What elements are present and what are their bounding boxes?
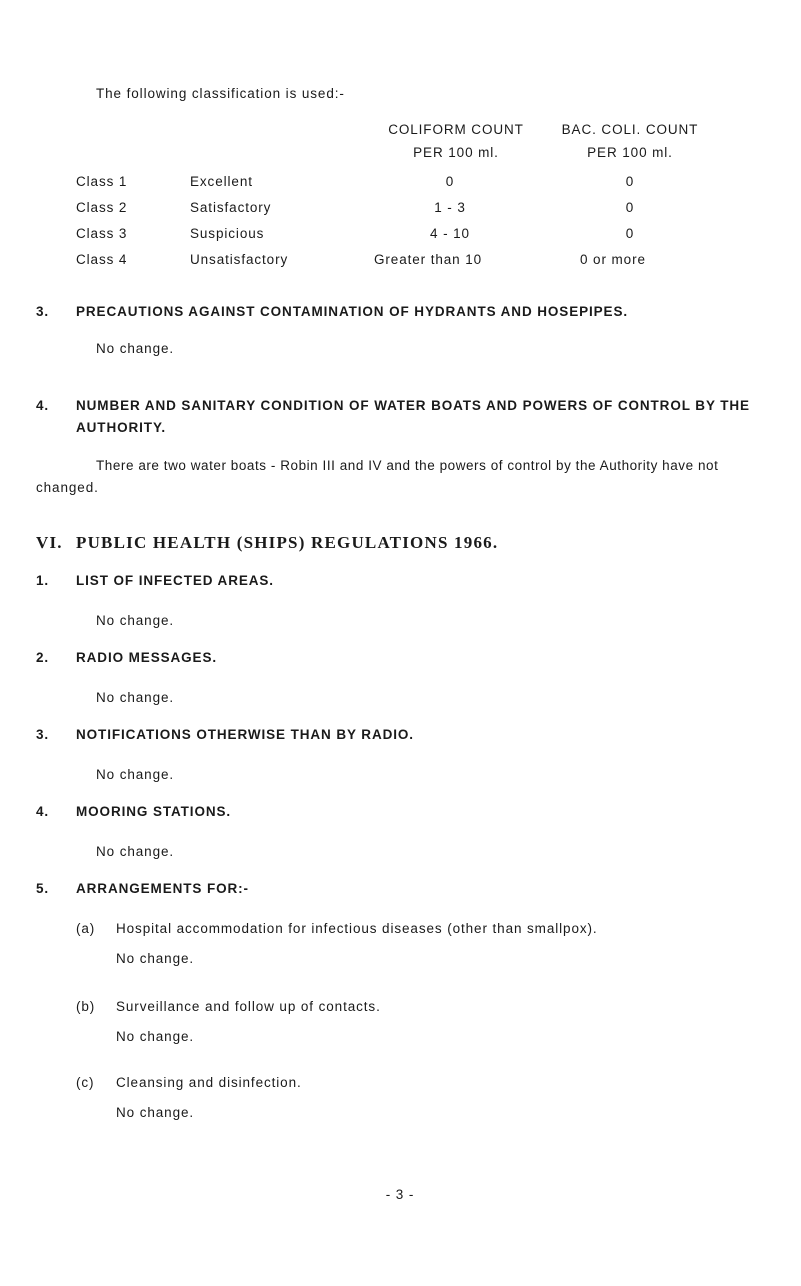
row-4-bac: 0 or more xyxy=(580,252,646,267)
row-3-class: Class 3 xyxy=(76,226,128,241)
sub-c-text: Cleansing and disinfection. xyxy=(116,1075,302,1090)
row-3-desc: Suspicious xyxy=(190,226,265,241)
row-1-desc: Excellent xyxy=(190,174,253,189)
section-3-body: No change. xyxy=(96,341,175,356)
item-4-body: No change. xyxy=(96,844,175,859)
sub-b-body: No change. xyxy=(116,1029,195,1044)
page-number: - 3 - xyxy=(385,1187,415,1202)
section-4-body-1: There are two water boats - Robin III and IV and the powers of control by the Authority have not xyxy=(96,458,719,473)
section-5-title: ARRANGEMENTS FOR:- xyxy=(76,881,249,896)
item-3-body: No change. xyxy=(96,767,175,782)
section-4-title-1: NUMBER AND SANITARY CONDITION OF WATER BOATS AND POWERS OF CONTROL BY THE xyxy=(76,398,750,413)
part-vi-title: PUBLIC HEALTH (SHIPS) REGULATIONS 1966. xyxy=(76,533,499,552)
item-2-body: No change. xyxy=(96,690,175,705)
row-2-class: Class 2 xyxy=(76,200,128,215)
sub-b-text: Surveillance and follow up of contacts. xyxy=(116,999,381,1014)
section-4-number: 4. xyxy=(36,398,50,413)
sub-b-letter: (b) xyxy=(76,999,96,1014)
section-4-body-2: changed. xyxy=(36,480,99,495)
sub-a-body: No change. xyxy=(116,951,195,966)
row-4-desc: Unsatisfactory xyxy=(190,252,289,267)
item-4-number: 4. xyxy=(36,804,50,819)
row-1-bac: 0 xyxy=(625,174,635,189)
sub-a-text: Hospital accommodation for infectious diseases (other than smallpox). xyxy=(116,921,598,936)
item-2-title: RADIO MESSAGES. xyxy=(76,650,218,665)
item-3-title: NOTIFICATIONS OTHERWISE THAN BY RADIO. xyxy=(76,727,414,742)
sub-a-letter: (a) xyxy=(76,921,96,936)
part-vi-number: VI. xyxy=(36,533,63,552)
row-2-bac: 0 xyxy=(625,200,635,215)
row-2-coliform: 1 - 3 xyxy=(434,200,466,215)
item-1-number: 1. xyxy=(36,573,50,588)
item-1-body: No change. xyxy=(96,613,175,628)
section-3-title: PRECAUTIONS AGAINST CONTAMINATION OF HYDRANTS AND HOSEPIPES. xyxy=(76,304,629,319)
intro-text: The following classification is used:- xyxy=(96,86,345,101)
item-4-title: MOORING STATIONS. xyxy=(76,804,232,819)
section-3-number: 3. xyxy=(36,304,50,319)
item-1-title: LIST OF INFECTED AREAS. xyxy=(76,573,274,588)
coliform-header-1: COLIFORM COUNT xyxy=(388,122,524,137)
item-3-number: 3. xyxy=(36,727,50,742)
sub-c-letter: (c) xyxy=(76,1075,95,1090)
bac-header-1: BAC. COLI. COUNT xyxy=(561,122,699,137)
bac-header-2: PER 100 ml. xyxy=(587,145,673,160)
item-2-number: 2. xyxy=(36,650,50,665)
section-5-number: 5. xyxy=(36,881,50,896)
row-4-coliform: Greater than 10 xyxy=(374,252,483,267)
row-4-class: Class 4 xyxy=(76,252,128,267)
section-4-title-2: AUTHORITY. xyxy=(76,420,166,435)
sub-c-body: No change. xyxy=(116,1105,195,1120)
row-1-coliform: 0 xyxy=(445,174,455,189)
row-3-bac: 0 xyxy=(625,226,635,241)
row-1-class: Class 1 xyxy=(76,174,128,189)
row-3-coliform: 4 - 10 xyxy=(430,226,470,241)
row-2-desc: Satisfactory xyxy=(190,200,272,215)
coliform-header-2: PER 100 ml. xyxy=(413,145,499,160)
